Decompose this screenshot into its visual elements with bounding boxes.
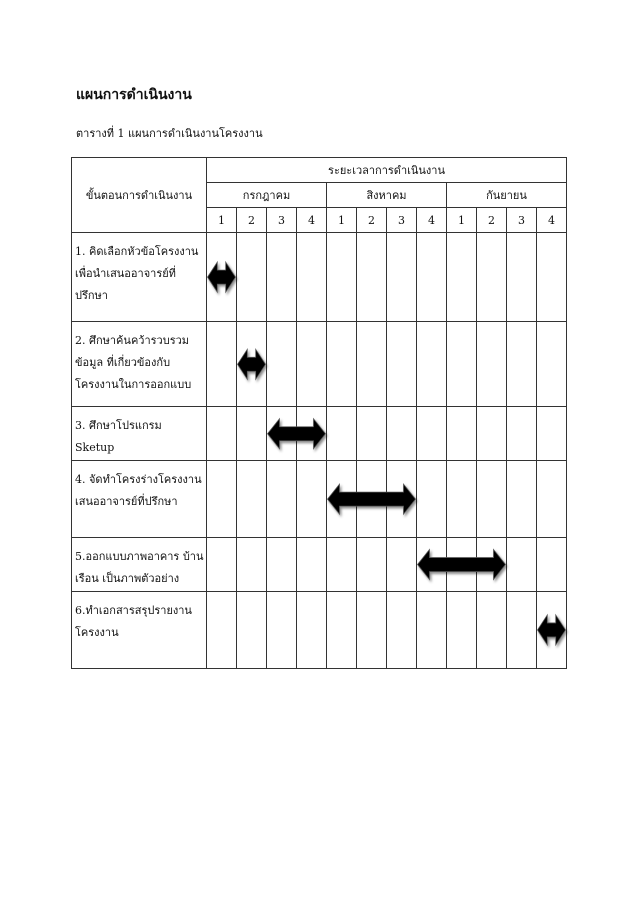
task-line: ข้อมูล ที่เกี่ยวข้องกับ bbox=[75, 356, 171, 370]
week-cell bbox=[387, 538, 417, 592]
step-header: ขั้นตอนการดำเนินงาน bbox=[72, 158, 207, 233]
task-line: 3. ศึกษาโปรแกรม Sketup bbox=[75, 419, 162, 455]
task-line: โครงงานในการออกแบบ bbox=[75, 378, 192, 392]
week-cell bbox=[447, 233, 477, 322]
week-cell bbox=[507, 461, 537, 538]
week-cell bbox=[327, 538, 357, 592]
task-line: 6.ทำเอกสารสรุปรายงาน bbox=[75, 603, 192, 617]
week-cell bbox=[237, 461, 267, 538]
week-cell bbox=[507, 407, 537, 461]
week-cell bbox=[237, 233, 267, 322]
week-cell bbox=[207, 233, 237, 322]
week-cell bbox=[267, 461, 297, 538]
month-header: กรกฎาคม bbox=[207, 183, 327, 208]
week-cell bbox=[417, 407, 447, 461]
month-header: สิงหาคม bbox=[327, 183, 447, 208]
period-header: ระยะเวลาการดำเนินงาน bbox=[207, 158, 567, 183]
week-header: 2 bbox=[357, 208, 387, 233]
week-header: 4 bbox=[537, 208, 567, 233]
week-header: 2 bbox=[477, 208, 507, 233]
task-line: 1. คิดเลือกหัวข้อโครงงาน bbox=[75, 245, 199, 258]
week-header: 1 bbox=[447, 208, 477, 233]
week-header: 2 bbox=[237, 208, 267, 233]
week-header: 1 bbox=[327, 208, 357, 233]
task-line: เพื่อนำเสนออาจารย์ที่ bbox=[75, 267, 176, 280]
task-line: เสนออาจารย์ที่ปรึกษา bbox=[75, 495, 178, 509]
week-cell bbox=[477, 407, 507, 461]
week-header: 3 bbox=[267, 208, 297, 233]
week-cell bbox=[447, 461, 477, 538]
week-cell bbox=[207, 591, 237, 668]
week-cell bbox=[447, 538, 477, 592]
week-cell bbox=[537, 407, 567, 461]
week-cell bbox=[297, 591, 327, 668]
week-cell bbox=[297, 407, 327, 461]
week-cell bbox=[267, 538, 297, 592]
week-header: 3 bbox=[387, 208, 417, 233]
week-cell bbox=[267, 233, 297, 322]
week-cell bbox=[327, 591, 357, 668]
week-cell bbox=[207, 407, 237, 461]
week-cell bbox=[357, 591, 387, 668]
week-cell bbox=[237, 538, 267, 592]
week-cell bbox=[297, 461, 327, 538]
week-cell bbox=[327, 407, 357, 461]
week-cell bbox=[327, 461, 357, 538]
task-line: 5.ออกแบบภาพอาคาร บ้าน bbox=[75, 550, 204, 564]
week-cell bbox=[447, 322, 477, 407]
week-cell bbox=[357, 538, 387, 592]
task-description bbox=[72, 407, 207, 461]
week-cell bbox=[477, 461, 507, 538]
table-row bbox=[72, 233, 567, 322]
week-cell bbox=[297, 322, 327, 407]
week-cell bbox=[207, 461, 237, 538]
week-cell bbox=[327, 233, 357, 322]
week-cell bbox=[237, 322, 267, 407]
table-caption: ตารางที่ 1 แผนการดำเนินงานโครงงาน bbox=[76, 127, 263, 140]
gantt-table bbox=[71, 157, 567, 669]
week-cell bbox=[417, 591, 447, 668]
task-description bbox=[72, 461, 207, 538]
week-cell bbox=[267, 322, 297, 407]
week-header: 4 bbox=[417, 208, 447, 233]
week-cell bbox=[267, 591, 297, 668]
week-cell bbox=[207, 322, 237, 407]
week-cell bbox=[537, 233, 567, 322]
task-line: โครงงาน bbox=[75, 625, 119, 639]
week-cell bbox=[237, 591, 267, 668]
task-description bbox=[72, 322, 207, 407]
task-line: 2. ศึกษาค้นคว้ารวบรวม bbox=[75, 334, 190, 348]
week-cell bbox=[327, 322, 357, 407]
week-cell bbox=[417, 233, 447, 322]
week-cell bbox=[537, 461, 567, 538]
table-row bbox=[72, 461, 567, 538]
task-line: เรือน เป็นภาพตัวอย่าง bbox=[75, 572, 180, 586]
week-cell bbox=[417, 538, 447, 592]
table-row bbox=[72, 591, 567, 668]
task-description bbox=[72, 233, 207, 322]
week-cell bbox=[447, 407, 477, 461]
document-title: แผนการดำเนินงาน bbox=[76, 87, 192, 103]
week-cell bbox=[417, 322, 447, 407]
week-cell bbox=[357, 407, 387, 461]
week-cell bbox=[537, 591, 567, 668]
week-header: 4 bbox=[297, 208, 327, 233]
week-cell bbox=[507, 233, 537, 322]
week-cell bbox=[357, 322, 387, 407]
task-line: ปรึกษา bbox=[75, 289, 108, 302]
week-cell bbox=[357, 461, 387, 538]
week-cell bbox=[537, 538, 567, 592]
week-cell bbox=[477, 538, 507, 592]
week-cell bbox=[237, 407, 267, 461]
table-row bbox=[72, 538, 567, 592]
task-line: 4. จัดทำโครงร่างโครงงาน bbox=[75, 473, 202, 487]
task-description bbox=[72, 591, 207, 668]
week-cell bbox=[477, 233, 507, 322]
week-cell bbox=[447, 591, 477, 668]
week-cell bbox=[387, 461, 417, 538]
month-header: กันยายน bbox=[447, 183, 567, 208]
week-cell bbox=[207, 538, 237, 592]
week-cell bbox=[537, 322, 567, 407]
week-cell bbox=[387, 407, 417, 461]
week-cell bbox=[357, 233, 387, 322]
week-cell bbox=[387, 322, 417, 407]
week-cell bbox=[267, 407, 297, 461]
week-cell bbox=[417, 461, 447, 538]
week-cell bbox=[477, 591, 507, 668]
week-cell bbox=[507, 538, 537, 592]
week-header: 1 bbox=[207, 208, 237, 233]
week-header: 3 bbox=[507, 208, 537, 233]
table-row bbox=[72, 407, 567, 461]
week-cell bbox=[297, 233, 327, 322]
task-description bbox=[72, 538, 207, 592]
week-cell bbox=[507, 322, 537, 407]
week-cell bbox=[387, 591, 417, 668]
table-row bbox=[72, 322, 567, 407]
week-cell bbox=[477, 322, 507, 407]
week-cell bbox=[507, 591, 537, 668]
week-cell bbox=[297, 538, 327, 592]
week-cell bbox=[387, 233, 417, 322]
